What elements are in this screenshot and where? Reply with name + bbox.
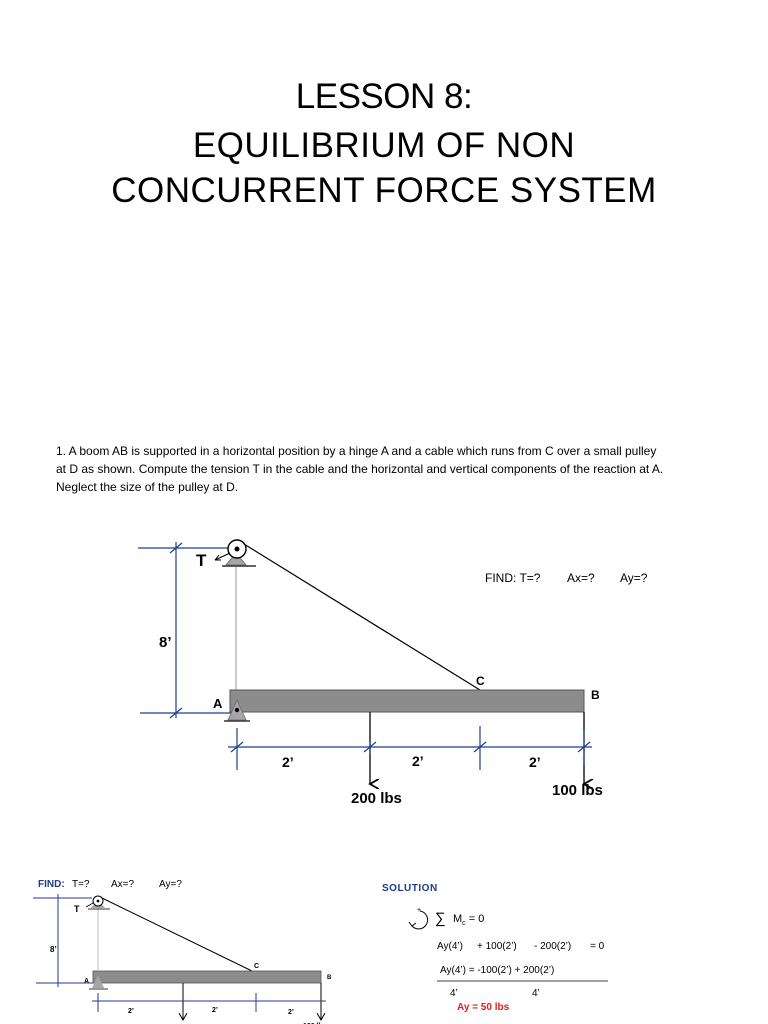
small-find-ay: Ay=? [159,879,182,890]
find-ay: Ay=? [620,571,648,585]
load-200-label: 200 lbs [351,790,402,807]
point-b-label: B [591,688,600,702]
tension-label: T [196,551,207,570]
eq1-c: - 200(2’) [534,941,572,952]
dim-3-label: 2’ [529,754,541,770]
load-100-label: 100 lbs [552,782,603,799]
small-point-b: B [327,975,332,981]
den-left: 4’ [450,988,458,999]
point-a-label: A [213,696,223,711]
moment-label: $M_c = 0$ [453,913,485,927]
small-dim-2: 2’ [212,1007,218,1014]
problem-line-2: at D as shown. Compute the tension T in the cable and the horizontal and vertical components of the reaction at A. [56,462,664,476]
point-c-label: C [476,674,485,688]
height-label: 8’ [159,634,172,651]
lesson-subtitle-line2: CONCURRENT FORCE SYSTEM [111,171,657,210]
moment-sign: + [417,907,422,914]
dim-1-label: 2’ [282,754,294,770]
dim-2-label: 2’ [412,753,424,769]
problem-line-3: Neglect the size of the pulley at D. [56,480,239,494]
lesson-title: LESSON 8: [295,77,473,116]
result-ay: Ay = 50 lbs [457,1002,510,1013]
den-right: 4’ [532,988,540,999]
small-point-c: C [254,963,260,970]
small-find-label: FIND: [38,879,65,890]
small-dim-1: 2’ [128,1008,134,1015]
small-find-ax: Ax=? [111,879,135,890]
lesson-subtitle-line1: EQUILIBRIUM OF NON [192,126,576,165]
small-height-label: 8’ [50,945,57,954]
sum-symbol: ∑ [435,910,446,927]
small-find-t: T=? [72,879,90,890]
eq2: Ay(4’) = -100(2’) + 200(2’) [440,965,555,976]
small-height-dimension [33,894,94,987]
problem-line-1: 1. A boom AB is supported in a horizontal position by a hinge A and a cable which runs from C over a small pulley [56,444,657,458]
small-boom-beam [93,971,321,983]
eq1-d: = 0 [590,941,605,952]
find-ax: Ax=? [567,571,595,585]
small-dim-3: 2’ [288,1009,294,1016]
eq1-b: + 100(2’) [477,941,517,952]
find-t: FIND: T=? [485,571,541,585]
small-cable-line [102,898,252,971]
solution-heading: SOLUTION [382,883,438,894]
eq1-a: Ay(4’) [437,941,463,952]
small-tension-label: T [74,904,80,914]
small-point-a: A [84,978,90,985]
